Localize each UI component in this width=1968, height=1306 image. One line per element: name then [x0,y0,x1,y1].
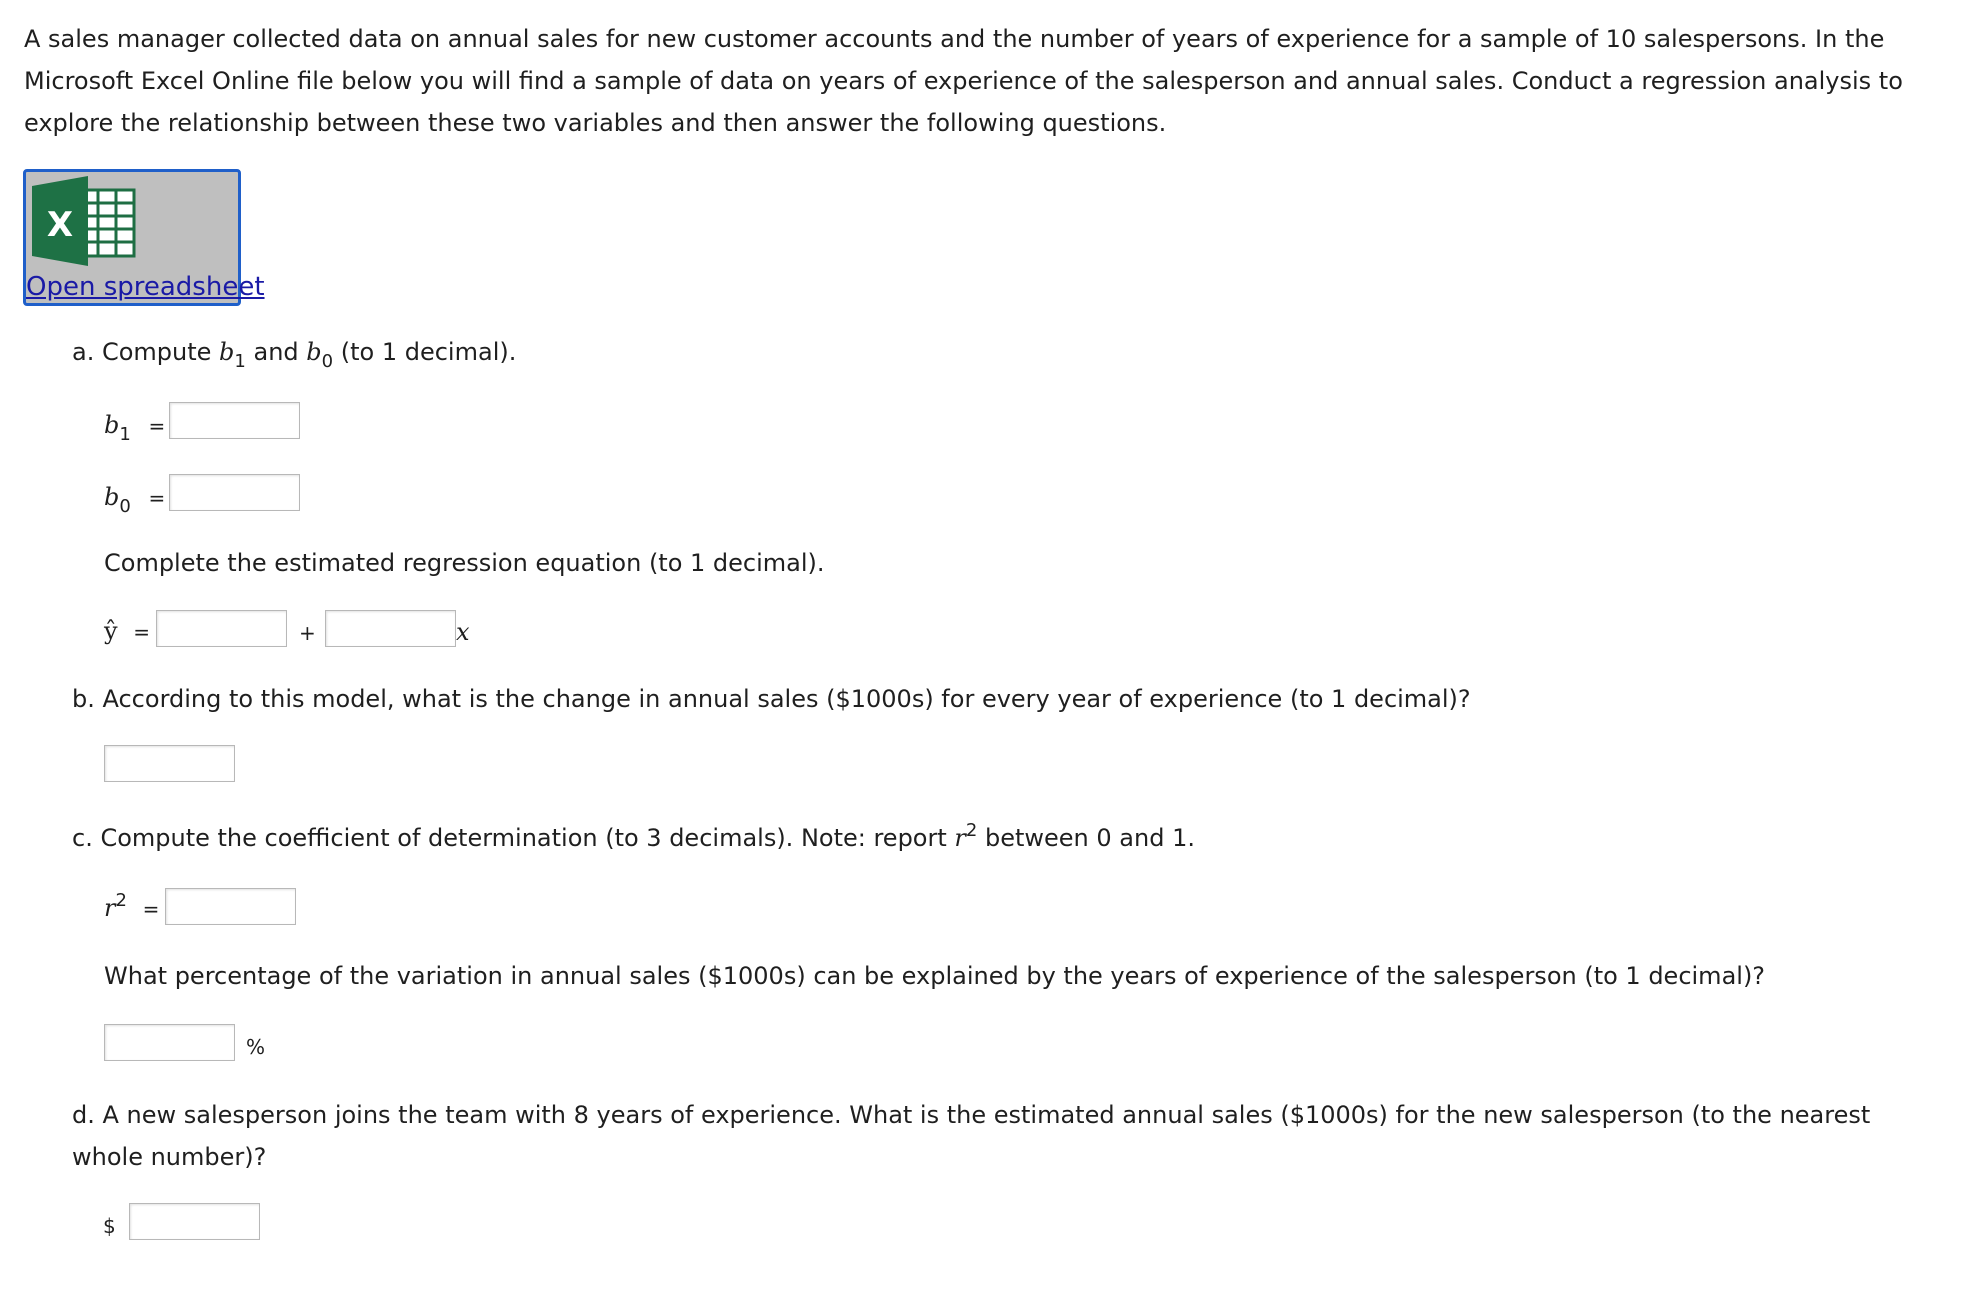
b1-input[interactable] [169,402,300,439]
percent-question: What percentage of the variation in annual sales ($1000s) can be explained by the years of experience of the salesperson (to 1 decimal)? [104,962,1766,990]
open-spreadsheet-button[interactable] [23,169,265,306]
r2-input[interactable] [165,888,296,925]
intro-paragraph: A sales manager collected data on annual sales for new customer accounts and the number of years of experience for a sample of 10 salespersons. In the Microsoft Excel Online file below you will find a sample of data on years of experience of the salesperson and annual sales. Conduct a regression analysis to explore the relationship between these two variables and then answer the following questions. [24,25,1903,137]
intercept-input[interactable] [156,610,287,647]
plus-sign: + [299,621,316,645]
equation-prompt: Complete the estimated regression equation (to 1 decimal). [104,549,825,577]
b0-input[interactable] [169,474,300,511]
part-b-question: b. According to this model, what is the change in annual sales ($1000s) for every year of experience (to 1 decimal)? [72,685,1471,713]
b1-label: $b_1$ = [104,411,166,445]
percent-sign: % [246,1035,266,1059]
part-d-input[interactable] [129,1203,260,1240]
excel-icon-letter: X [46,205,74,245]
part-a-question: a. Compute $b_1$ and $b_0$ (to 1 decimal). [72,338,517,372]
r2-label: $r^2$ = [104,890,160,922]
slope-input[interactable] [325,610,456,647]
excel-icon [30,176,140,266]
percent-input[interactable] [104,1024,235,1061]
part-d-question: d. A new salesperson joins the team with 8 years of experience. What is the estimated annual sales ($1000s) for the new salesperson (to the nearest whole number)? [72,1101,1871,1171]
currency-sign: $ [103,1214,116,1238]
x-variable: x [456,618,470,646]
yhat-label: ŷ = [104,617,150,645]
open-spreadsheet-link[interactable]: Open spreadsheet [26,272,265,302]
b0-label: $b_0$ = [104,483,166,517]
part-c-question: c. Compute the coefficient of determination (to 3 decimals). Note: report $r^2$ between 0 and 1. [72,820,1195,852]
part-b-input[interactable] [104,745,235,782]
